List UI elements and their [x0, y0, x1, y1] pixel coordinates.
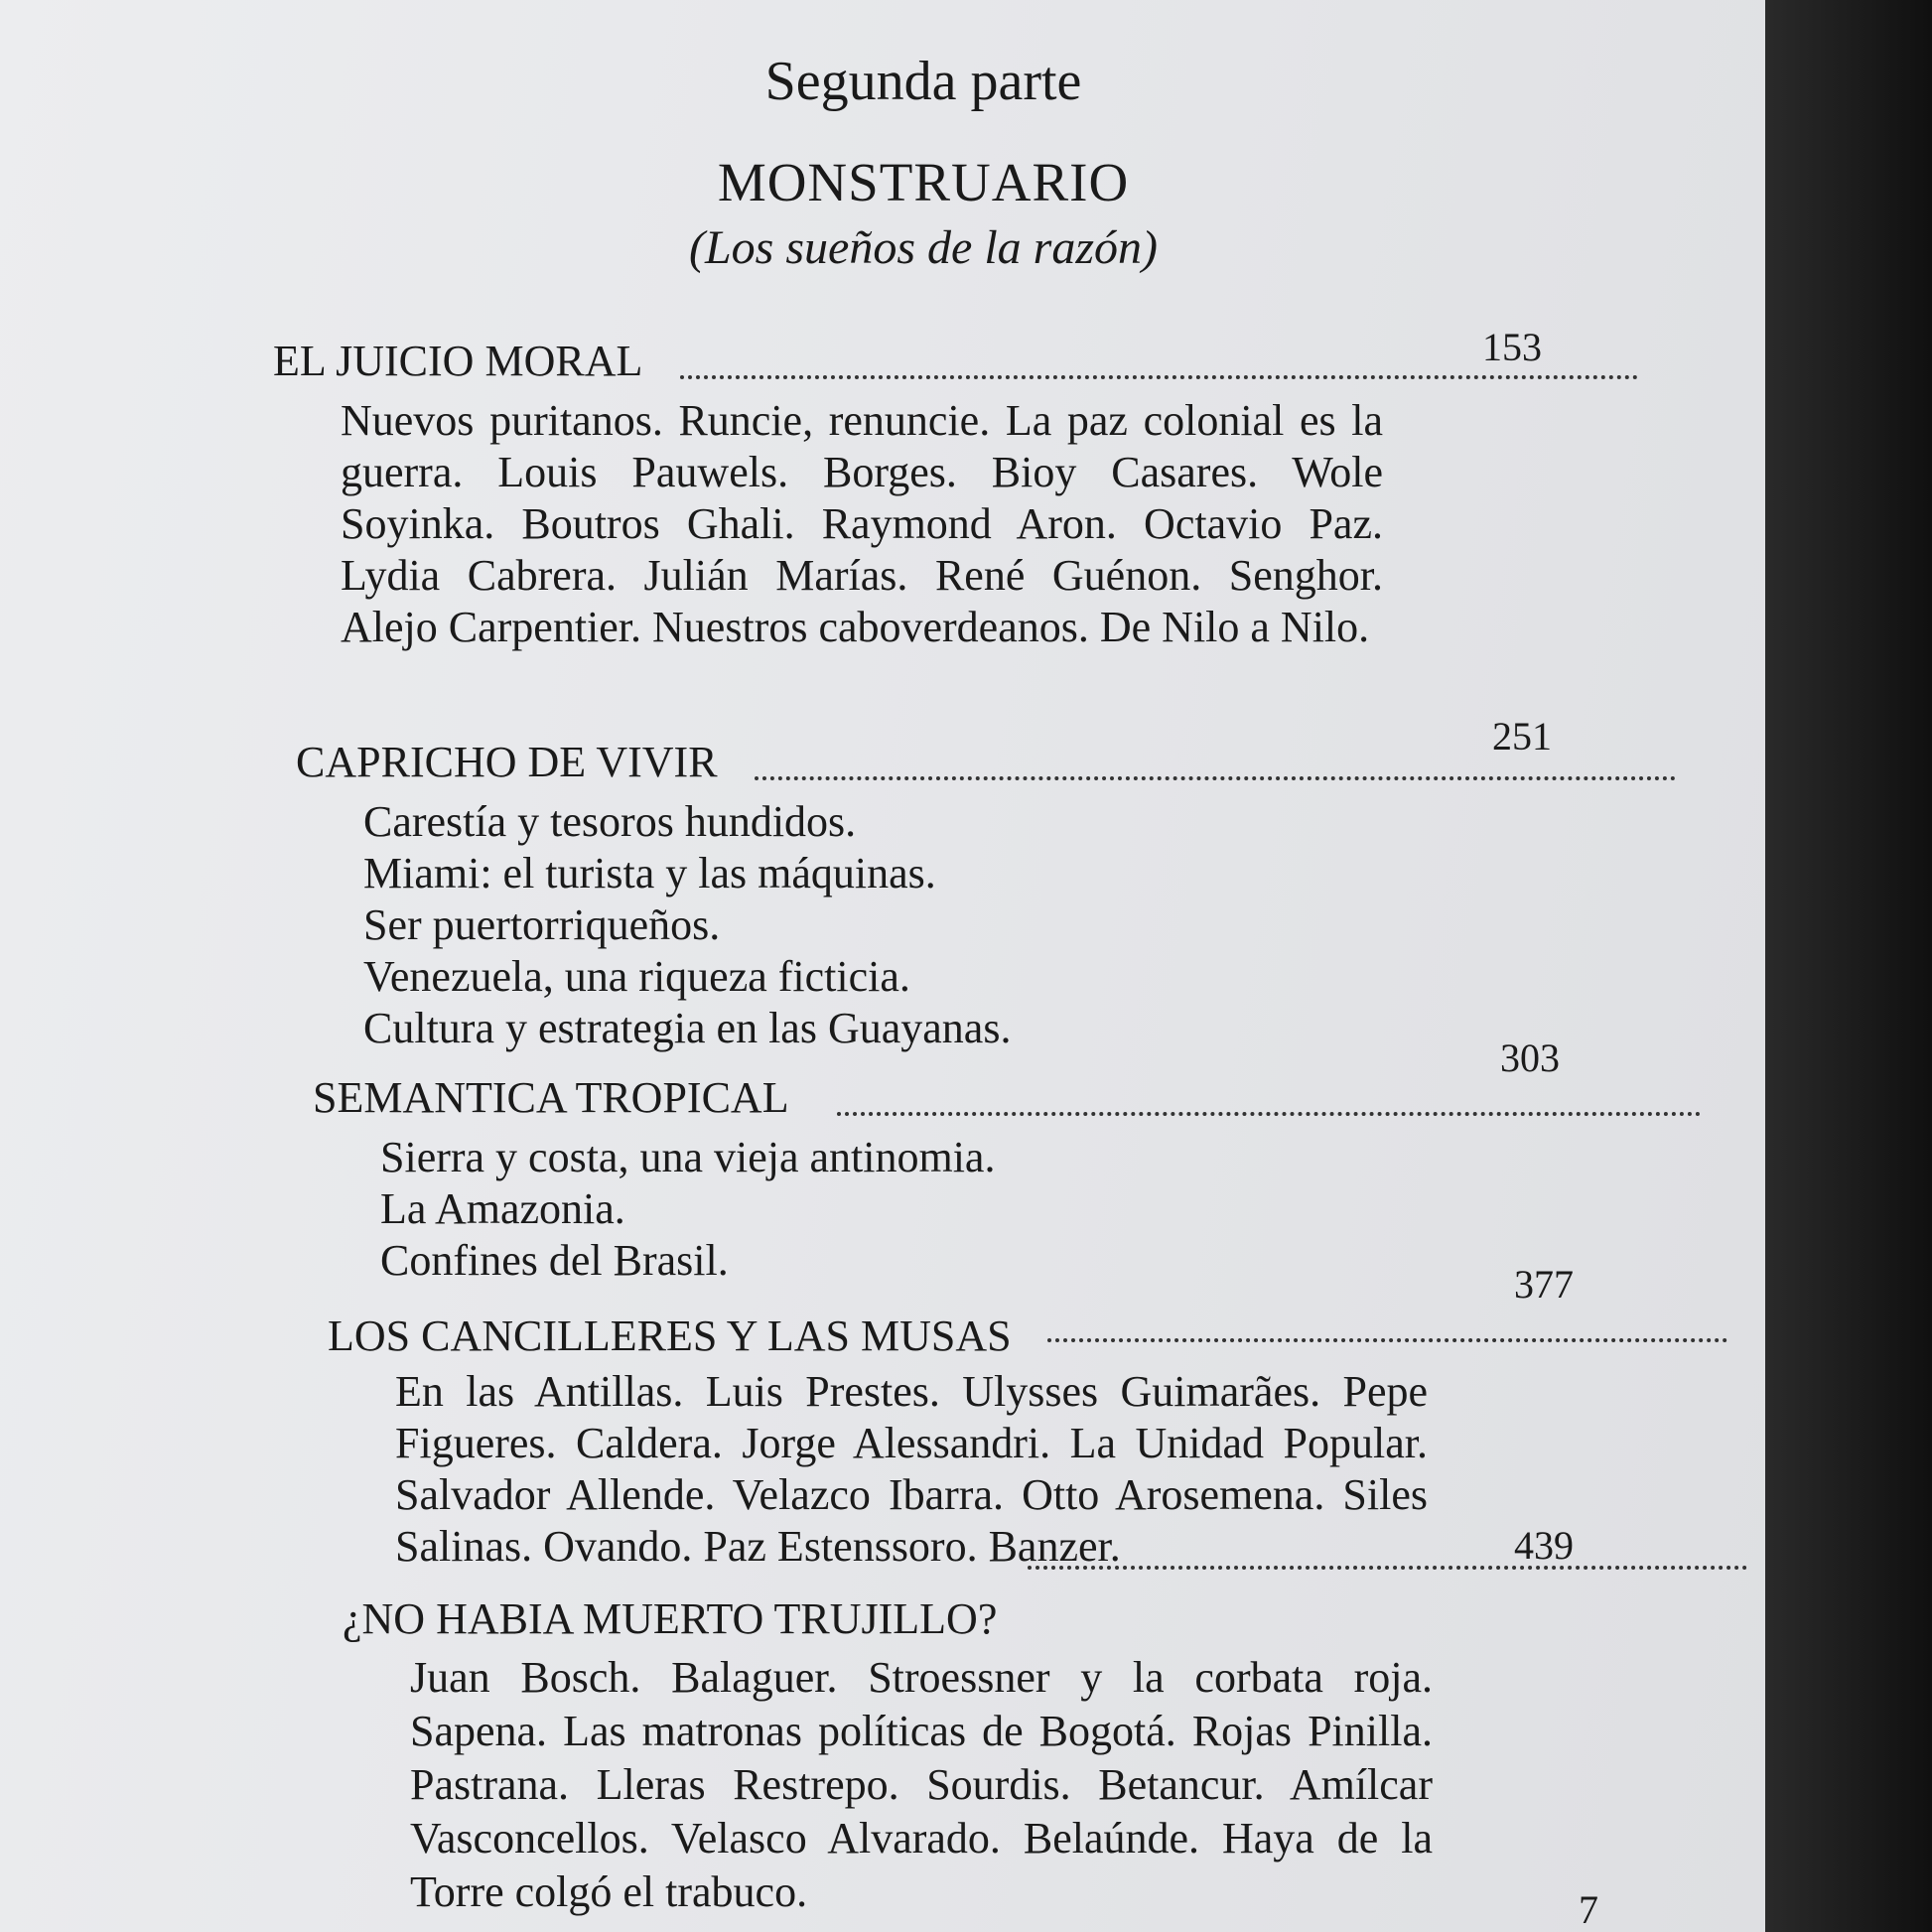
toc-subitem: La Amazonia.	[380, 1184, 625, 1233]
toc-entry-title: EL JUICIO MORAL	[273, 337, 643, 385]
toc-entry-title: SEMANTICA TROPICAL	[313, 1073, 789, 1122]
toc-entry-description: Nuevos puritanos. Runcie, renuncie. La paz colonial es la guerra. Louis Pauwels. Borges. Bioy Casares. Wole Soyinka. Boutros Ghali. Raymond Aron. Octavio Paz. Lydia Cabrera. Julián Marías. René Guénon. Senghor. Alejo Carpentier. Nuestros caboverdeanos. De Nilo a Nilo.	[341, 396, 1383, 651]
toc-entry-head	[296, 714, 1587, 796]
toc-subitem: Sierra y costa, una vieja antinomia.	[380, 1133, 996, 1181]
toc-entry-description: Juan Bosch. Balaguer. Stroessner y la corbata roja. Sapena. Las matronas políticas de Bogotá. Rojas Pinilla. Pastrana. Lleras Restrepo. Sourdis. Betancur. Amílcar Vasconcellos. Velasco Alvarado. Belaúnde. Haya de la Torre colgó el trabuco.	[410, 1653, 1433, 1916]
page-edge-shadow	[1765, 0, 1932, 1932]
section-title: MONSTRUARIO	[717, 152, 1130, 212]
section-subtitle: (Los sueños de la razón)	[688, 221, 1158, 274]
toc-entry-title: CAPRICHO DE VIVIR	[296, 738, 718, 786]
toc-subitem: Carestía y tesoros hundidos.	[363, 797, 857, 846]
toc-subitem: Ser puertorriqueños.	[363, 900, 721, 949]
toc-entry-page: 439	[1514, 1523, 1574, 1568]
dot-leader	[1047, 1338, 1727, 1342]
dot-leader	[680, 375, 1638, 379]
toc-subitem: Venezuela, una riqueza ficticia.	[363, 952, 910, 1001]
toc-entry-page: 303	[1500, 1035, 1560, 1080]
toc-entry-head	[328, 1262, 1618, 1370]
dot-leader	[1028, 1566, 1747, 1570]
dot-leader	[837, 1112, 1701, 1116]
part-heading: Segunda parte	[764, 51, 1082, 112]
dot-leader	[755, 776, 1676, 780]
toc-entry-page: 251	[1492, 714, 1552, 759]
toc-entry-page: 377	[1514, 1262, 1574, 1307]
toc-entry-head	[273, 325, 1564, 395]
page-number: 7	[1579, 1887, 1598, 1932]
toc-entry-description	[380, 1132, 1502, 1287]
toc-subitem: Miami: el turista y las máquinas.	[363, 849, 936, 897]
toc-entry-title: LOS CANCILLERES Y LAS MUSAS	[328, 1311, 1012, 1360]
toc-entry-head	[313, 1035, 1603, 1132]
toc-subitem: Confines del Brasil.	[380, 1236, 729, 1285]
toc-subitem: Cultura y estrategia en las Guayanas.	[363, 1004, 1012, 1052]
toc-entry-description: En las Antillas. Luis Prestes. Ulysses Guimarães. Pepe Figueres. Caldera. Jorge Alessandri. La Unidad Popular. Salvador Allende. Velazco Ibarra. Otto Arosemena. Siles Salinas. Ovando. Paz Estenssoro. Banzer.	[395, 1367, 1428, 1571]
toc-entry-page: 153	[1482, 325, 1542, 369]
toc-entry-head	[343, 1523, 1633, 1653]
toc-entry-description	[363, 796, 1485, 1054]
toc-entry-title: ¿NO HABIA MUERTO TRUJILLO?	[343, 1594, 998, 1643]
